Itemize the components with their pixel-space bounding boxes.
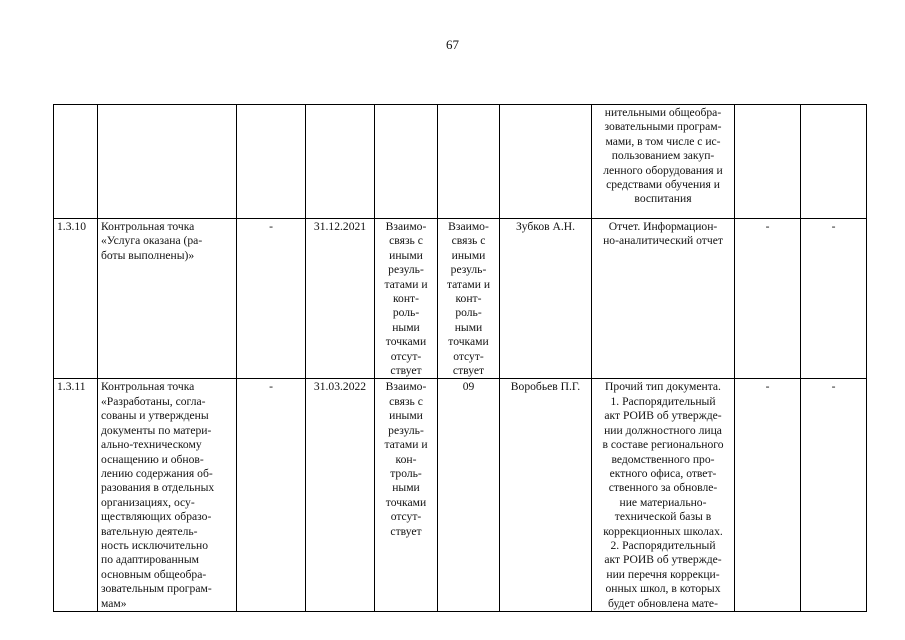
cell-number: [54, 105, 98, 219]
cell-document: Прочий тип документа. 1. Распорядительный акт РОИВ об утвержде- нии должностного лица в составе регионального ведомственного про- ектного офиса, ответ- ственного за обновле- ние материально- технической базы в коррекционных школах. 2. Распорядительный акт РОИВ об утвержде- нии перечня коррекци- онных школ, в которых будет обновлена мате-: [592, 379, 735, 612]
cell-responsible: [500, 105, 592, 219]
table-row: [54, 379, 867, 612]
cell-extra-2: -: [801, 219, 867, 379]
page-number: 67: [446, 37, 459, 52]
cell-base-value: -: [237, 219, 306, 379]
cell-extra-1: -: [735, 379, 801, 612]
cell-predecessor: Взаимо- связь с иными резуль- татами и конт- роль- ными точками отсут- ствует: [375, 219, 438, 379]
cell-date: [306, 105, 375, 219]
cell-successor: 09: [438, 379, 500, 612]
cell-date: 31.12.2021: [306, 219, 375, 379]
cell-extra-1: [735, 105, 801, 219]
table-row: [54, 105, 867, 219]
cell-number: 1.3.10: [54, 219, 98, 379]
cell-base-value: [237, 105, 306, 219]
cell-document: нительными общеобра- зовательными програм- мами, в том числе с ис- пользованием закуп- ленного оборудования и средствами обучения и воспитания: [592, 105, 735, 219]
cell-document: Отчет. Информацион- но-аналитический отчет: [592, 219, 735, 379]
cell-name: [98, 105, 237, 219]
cell-responsible: Воробьев П.Г.: [500, 379, 592, 612]
cell-name: Контрольная точка «Разработаны, согла- сованы и утверждены документы по матери- ально-техническому оснащению и обнов- лению содержания об- разования в отдельных организациях, осу- ществляющих образо- вательную деятель- ность исключительно по адаптированным основным общеобра- зовательным програм- мам»: [98, 379, 237, 612]
cell-extra-1: -: [735, 219, 801, 379]
table-row: [54, 219, 867, 379]
cell-date: 31.03.2022: [306, 379, 375, 612]
cell-extra-2: [801, 105, 867, 219]
cell-name: Контрольная точка «Услуга оказана (ра- боты выполнены)»: [98, 219, 237, 379]
cell-extra-2: -: [801, 379, 867, 612]
cell-predecessor: [375, 105, 438, 219]
plan-table: [53, 104, 867, 612]
cell-base-value: -: [237, 379, 306, 612]
cell-successor: Взаимо- связь с иными резуль- татами и конт- роль- ными точками отсут- ствует: [438, 219, 500, 379]
cell-number: 1.3.11: [54, 379, 98, 612]
cell-predecessor: Взаимо- связь с иными резуль- татами и кон- троль- ными точками отсут- ствует: [375, 379, 438, 612]
cell-successor: [438, 105, 500, 219]
cell-responsible: Зубков А.Н.: [500, 219, 592, 379]
